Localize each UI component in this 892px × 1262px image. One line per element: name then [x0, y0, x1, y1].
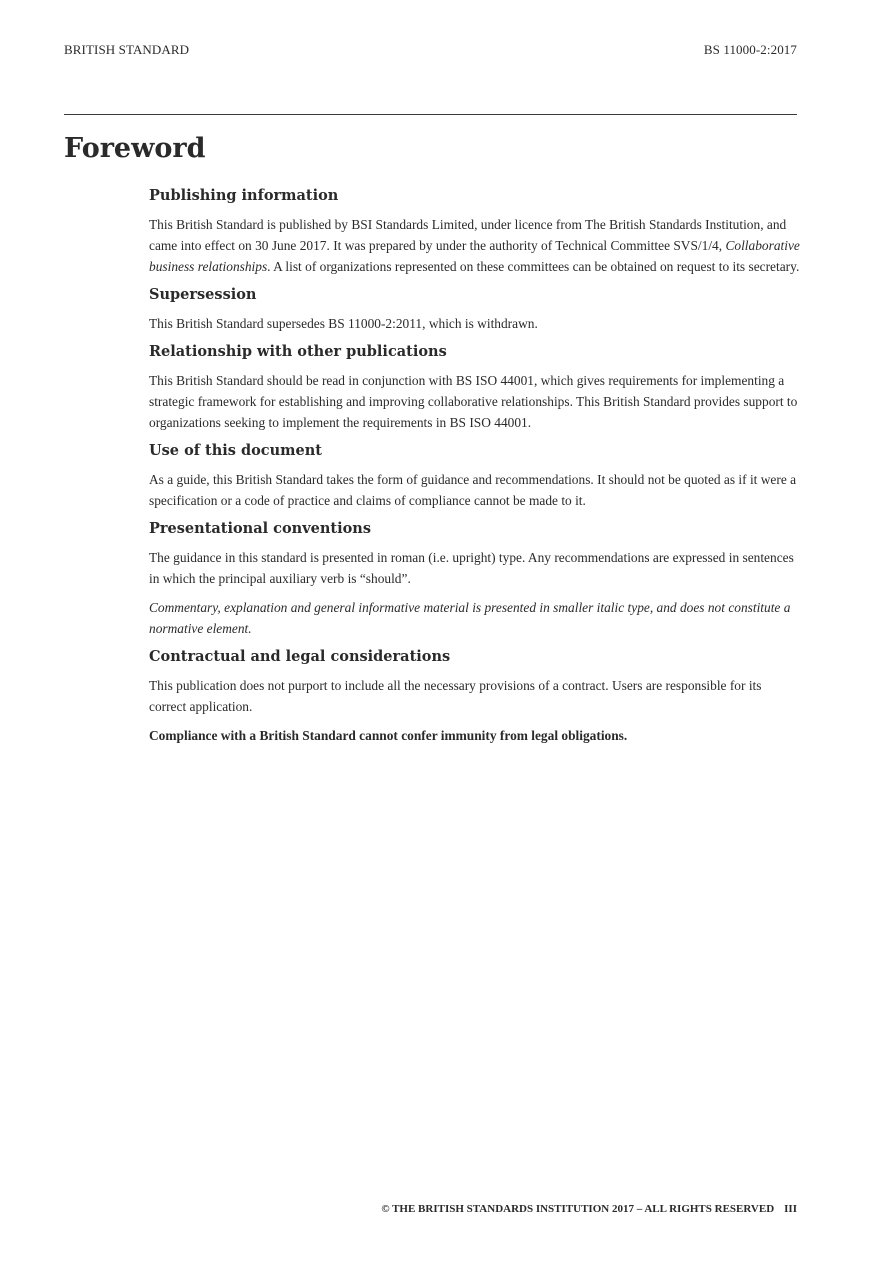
section-paragraph: The guidance in this standard is presented in roman (i.e. upright) type. Any recommendations are expressed in sentences in which the principal auxiliary verb is “should”.	[149, 550, 794, 586]
page-footer	[381, 1202, 797, 1216]
section-heading: Relationship with other publications	[149, 343, 447, 360]
paragraph-text: . A list of organizations represented on these committees can be obtained on request to its secretary.	[267, 259, 800, 274]
section-heading: Supersession	[149, 286, 257, 303]
foreword-content	[149, 186, 801, 754]
section-relationship	[149, 342, 801, 433]
section-use-of-document	[149, 441, 801, 511]
compliance-statement: Compliance with a British Standard cannot confer immunity from legal obligations.	[149, 728, 628, 743]
section-presentational-conventions	[149, 519, 801, 639]
section-paragraph: This British Standard should be read in conjunction with BS ISO 44001, which gives requirements for implementing a strategic framework for establishing and improving collaborative relationships. This British Standard provides support to organizations seeking to implement the requirements in BS ISO 44001.	[149, 373, 798, 430]
section-heading: Contractual and legal considerations	[149, 648, 451, 665]
section-supersession	[149, 285, 801, 334]
footer-copyright: © THE BRITISH STANDARDS INSTITUTION 2017 – ALL RIGHTS RESERVED	[381, 1203, 775, 1215]
header-standard-type: BRITISH STANDARD	[64, 42, 190, 57]
section-contractual-legal	[149, 647, 801, 746]
section-paragraph: This publication does not purport to include all the necessary provisions of a contract. Users are responsible for its correct application.	[149, 678, 762, 714]
paragraph-text: This British Standard is published by BSI Standards Limited, under licence from The British Standards Institution, and came into effect on 30 June 2017. It was prepared by under the authority of Technical Committee SVS/1/4,	[149, 217, 787, 253]
section-publishing-information	[149, 186, 801, 277]
section-paragraph: As a guide, this British Standard takes the form of guidance and recommendations. It should not be quoted as if it were a specification or a code of practice and claims of compliance cannot be made to it.	[149, 472, 797, 508]
section-heading: Publishing information	[149, 187, 339, 204]
page-number: III	[784, 1203, 797, 1215]
section-paragraph: This British Standard supersedes BS 11000-2:2011, which is withdrawn.	[149, 316, 538, 331]
header-standard-number: BS 11000-2:2017	[703, 42, 797, 57]
section-paragraph	[149, 214, 801, 277]
commentary-paragraph: Commentary, explanation and general informative material is presented in smaller italic type, and does not constitute a normative element.	[149, 600, 791, 636]
header-rule	[64, 114, 797, 115]
committee-title: Collaborative business relationships	[149, 238, 800, 274]
page-title: Foreword	[64, 133, 206, 164]
section-heading: Presentational conventions	[149, 520, 371, 537]
section-heading: Use of this document	[149, 442, 322, 459]
